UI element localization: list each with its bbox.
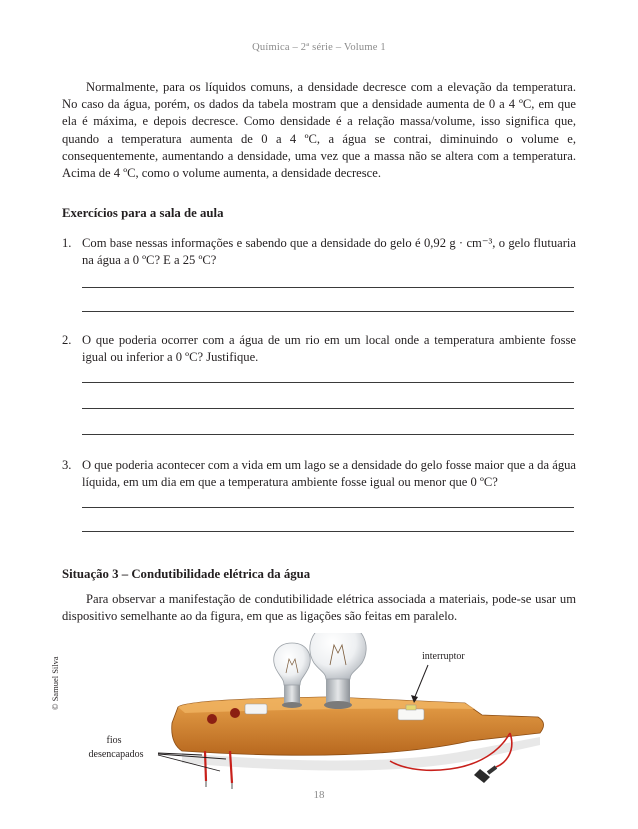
answer-line[interactable] (82, 531, 574, 532)
question-1 (62, 235, 576, 269)
question-text: O que poderia acontecer com a vida em um lago se a densidade do gelo fosse maior que a da água líquida, em um dia em que a temperatura ambiente fosse igual ou menor que 0 ºC? (82, 458, 576, 490)
situation-paragraph: Para observar a manifestação de condutibilidade elétrica associada a materiais, pode-se usar um dispositivo semelhante ao da figura, em que as ligações são feitas em paralelo. (62, 592, 576, 624)
answer-line[interactable] (82, 287, 574, 288)
large-bulb (310, 633, 366, 679)
small-bulb-socket (284, 683, 300, 705)
socket (207, 714, 217, 724)
switch (398, 709, 424, 720)
question-text: O que poderia ocorrer com a água de um rio em um local onde a temperatura ambiente fosse igual ou inferior a 0 ºC? Justifique. (82, 333, 576, 365)
wires-label-line1: fios (106, 735, 122, 746)
answer-line[interactable] (82, 507, 574, 508)
switch-arrow (414, 665, 428, 699)
socket-block (245, 704, 267, 714)
answer-line[interactable] (82, 434, 574, 435)
page-number: 18 (313, 789, 325, 801)
image-credit (50, 640, 64, 710)
question-3 (62, 457, 576, 491)
answer-line[interactable] (82, 382, 574, 383)
situation-title: Situação 3 – Condutibilidade elétrica da água (62, 567, 311, 581)
bare-wire (230, 751, 232, 783)
question-2 (62, 332, 576, 366)
question-number: 1. (62, 236, 72, 250)
question-number: 3. (62, 458, 72, 472)
switch-label: interruptor (422, 651, 465, 662)
wires-label-line2: desencapados (88, 749, 144, 760)
image-credit-text: © Samuel Silva (50, 656, 60, 710)
conductivity-device-figure (70, 633, 590, 793)
exercises-title: Exercícios para a sala de aula (62, 206, 224, 220)
question-text: Com base nessas informações e sabendo que a densidade do gelo é 0,92 g · cm⁻³, o gelo flutuaria na água a 0 ºC? E a 25 ºC? (82, 236, 576, 268)
answer-line[interactable] (82, 311, 574, 312)
question-number: 2. (62, 333, 72, 347)
running-header: Química – 2ª série – Volume 1 (252, 42, 386, 53)
answer-line[interactable] (82, 408, 574, 409)
large-bulb-socket (326, 675, 350, 705)
intro-paragraph: Normalmente, para os líquidos comuns, a densidade decresce com a elevação da temperatura. No caso da água, porém, os dados da tabela mostram que a densidade aumenta de 0 a 4 ºC, em que ela é máxima, e depois decresce. Como densidade é a relação massa/volume, isso significa que, quando a temperatura aumenta de 0 a 4 ºC, a água se contrai, diminuindo o volume e, consequentemente, aumentando a densidade, uma vez que a massa não se altera com a temperatura. Acima de 4 ºC, como o volume aumenta, a densidade decresce. (62, 80, 576, 181)
socket (230, 708, 240, 718)
bare-wire (205, 751, 206, 781)
small-bulb (274, 643, 311, 685)
